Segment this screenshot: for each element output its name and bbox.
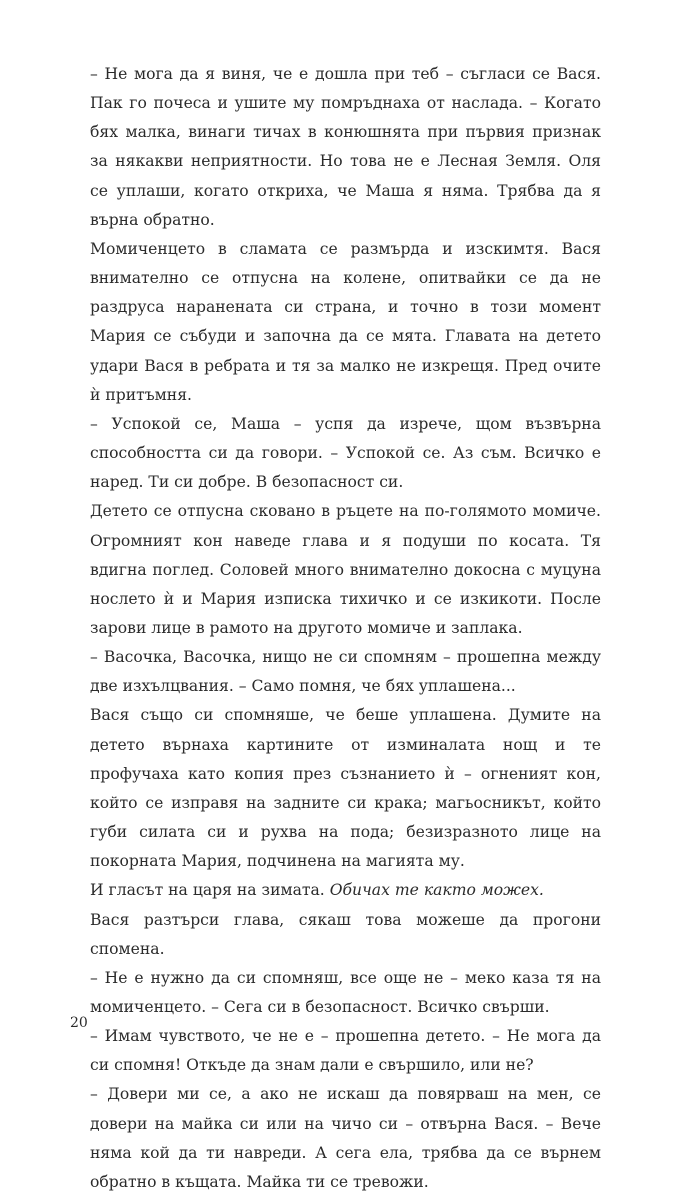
paragraph-5: – Васочка, Васочка, нищо не си спомням – прошепна между две изхълцвания. – Само помня, че бях уплашена... xyxy=(90,648,601,696)
italic-quote: Обичах те както можех. xyxy=(329,881,544,900)
paragraph-9: – Не е нужно да си спомняш, все още не – меко каза тя на момиченцето. – Сега си в безопасност. Всичко свърши. xyxy=(90,968,601,1016)
paragraph-4: Детето се отпусна сковано в ръцете на по-голямото момиче. Огромният кон наведе глава и я подуши по косата. Тя вдигна поглед. Соловей много внимателно докосна с муцуна нослето ѝ и Мария изписка тихичко и се изкикоти. После зарови лице в рамото на другото момиче и заплака. xyxy=(90,502,601,637)
paragraph-7-text: И гласът на царя на зимата. xyxy=(90,881,325,900)
paragraph-11: – Довери ми се, а ако не искаш да повярваш на мен, се довери на майка си или на чичо си – отвърна Вася. – Вече няма кой да ти навреди. А сега ела, трябва да се върнем обратно в къщата. Майка ти се тревожи. xyxy=(90,1085,601,1191)
page-number: 20 xyxy=(70,1015,88,1031)
paragraph-10: – Имам чувството, че не е – прошепна детето. – Не мога да си спомня! Откъде да знам дали е свършило, или не? xyxy=(90,1027,601,1075)
paragraph-2: Момиченцето в сламата се размърда и изскимтя. Вася внимателно се отпусна на колене, опитвайки се да не раздруса наранената си страна, и точно в този момент Мария се събуди и започна да се мята. Главата на детето удари Вася в ребрата и тя за малко не изкрещя. Пред очите ѝ притъмня. xyxy=(90,239,601,404)
body-text xyxy=(90,60,601,1197)
paragraph-3: – Успокой се, Маша – успя да изрече, щом възвърна способността си да говори. – Успокой се. Аз съм. Всичко е наред. Ти си добре. В безопасност си. xyxy=(90,414,601,492)
paragraph-6: Вася също си спомняше, че беше уплашена. Думите на детето върнаха картините от изминалата нощ и те профучаха като копия през съзнанието ѝ – огненият кон, който се изправя на задните си крака; магьосникът, който губи силата си и рухва на пода; безизразното лице на покорната Мария, подчинена на магията му. xyxy=(90,706,601,871)
paragraph-1: – Не мога да я виня, че е дошла при теб – съгласи се Вася. Пак го почеса и ушите му помръднаха от наслада. – Когато бях малка, винаги тичах в конюшнята при първия признак за някакви неприятности. Но това не е Лесная Земля. Оля се уплаши, когато откриха, че Маша я няма. Трябва да я върна обратно. xyxy=(90,65,601,229)
paragraph-8: Вася разтърси глава, сякаш това можеше да прогони спомена. xyxy=(90,910,601,958)
paragraph-7 xyxy=(90,876,601,905)
